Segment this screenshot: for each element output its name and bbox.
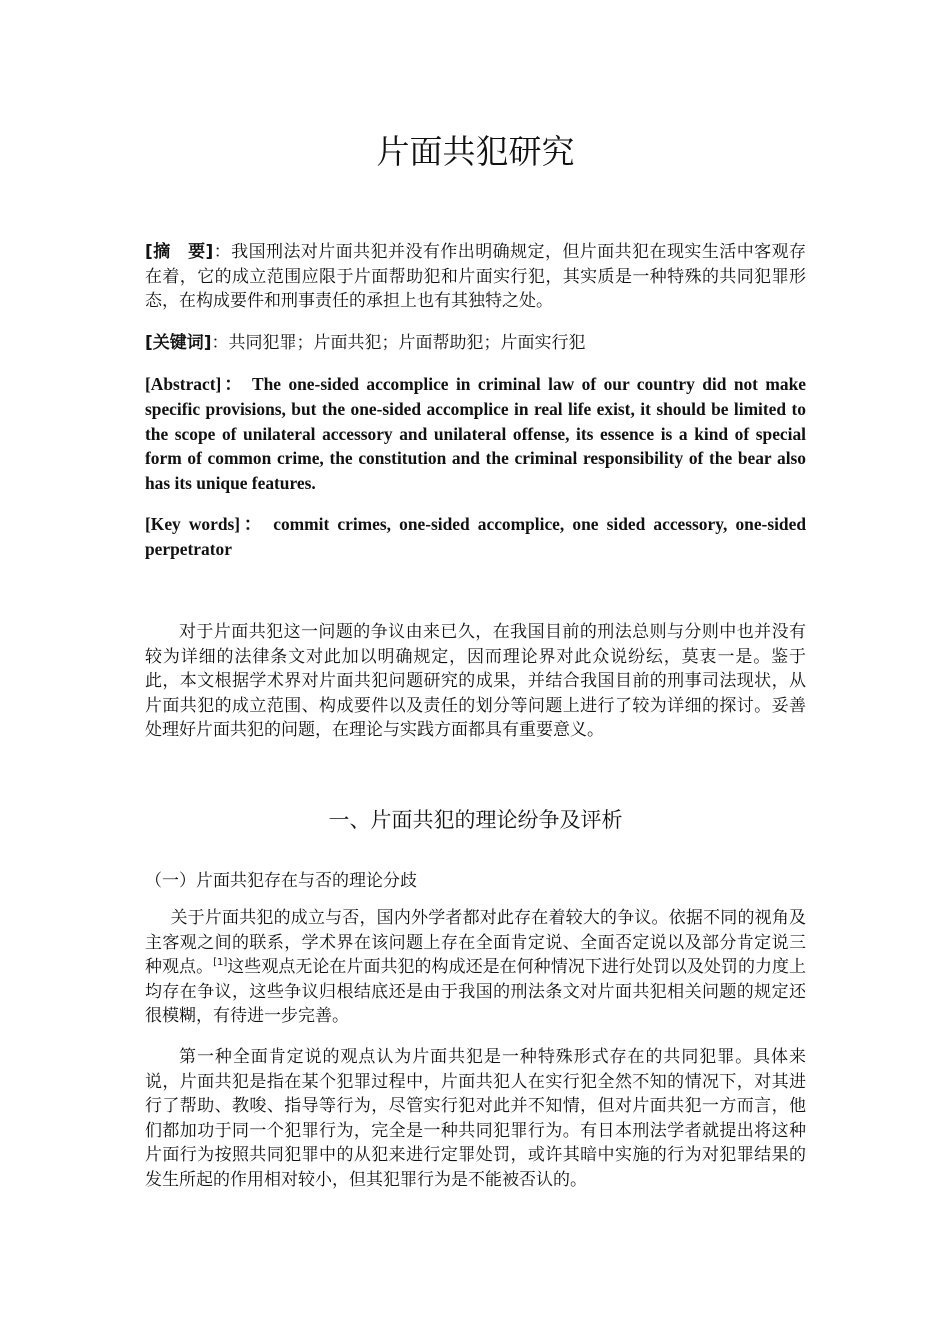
abstract-en	[145, 372, 806, 496]
keywords-cn-label: [关键词]	[145, 333, 212, 353]
abstract-cn-text: ：我国刑法对片面共犯并没有作出明确规定，但片面共犯在现实生活中客观存在着，它的成立范围应限于片面帮助犯和片面实行犯，其实质是一种特殊的共同犯罪形态，在构成要件和刑事责任的承担上也有其独特之处。	[145, 242, 807, 311]
body-paragraph-2: 第一种全面肯定说的观点认为片面共犯是一种特殊形式存在的共同犯罪。具体来说，片面共犯是指在某个犯罪过程中，片面共犯人在实行犯全然不知的情况下，对其进行了帮助、教唆、指导等行为，尽管实行犯对此并不知情，但对片面共犯一方而言，他们都加功于同一个犯罪行为，完全是一种共同犯罪行为。有日本刑法学者就提出将这种片面行为按照共同犯罪中的从犯来进行定罪处罚，或许其暗中实施的行为对犯罪结果的发生所起的作用相对较小，但其犯罪行为是不能被否认的。	[145, 1047, 806, 1190]
abstract-en-text: ： The one-sided accomplice in criminal law of our country did not make specific provisions, but the one-sided accomplice in real life exist, it should be limited to the scope of unilateral accessory and unilateral offense, its essence is a kind of special form of common crime, the constitution and the criminal responsibility of the bear also has its unique features.	[145, 374, 806, 494]
paragraph-1-part-2: 这些观点无论在片面共犯的构成还是在何种情况下进行处罚以及处罚的力度上均存在争议，这些争议归根结底还是由于我国的刑法条文对片面共犯相关问题的规定还很模糊，有待进一步完善。	[145, 957, 807, 1026]
keywords-en-label: [Key words]	[145, 514, 241, 534]
document-title: 片面共犯研究	[376, 132, 575, 171]
paragraph-1-part-1: 关于片面共犯的成立与否，国内外学者都对此存在着较大的争议。依据不同的视角及主客观之间的联系，学术界在该问题上存在全面肯定说、全面否定说以及部分肯定说三种观点。	[145, 908, 806, 977]
abstract-cn	[145, 240, 806, 314]
keywords-en	[145, 512, 806, 562]
subsection-heading: （一）片面共犯存在与否的理论分歧	[145, 871, 417, 891]
keywords-cn-text: ：共同犯罪；片面共犯；片面帮助犯；片面实行犯	[211, 333, 586, 353]
abstract-en-label: [Abstract]	[145, 374, 222, 394]
citation-ref-1[interactable]: [1]	[213, 957, 228, 968]
intro-paragraph: 对于片面共犯这一问题的争议由来已久，在我国目前的刑法总则与分则中也并没有较为详细的法律条文对此加以明确规定，因而理论界对此众说纷纭，莫衷一是。鉴于此，本文根据学术界对片面共犯问题研究的成果，并结合我国目前的刑事司法现状，从片面共犯的成立范围、构成要件以及责任的划分等问题上进行了较为详细的探讨。妥善处理好片面共犯的问题，在理论与实践方面都具有重要意义。	[145, 622, 806, 740]
abstract-cn-label: [摘 要]	[145, 242, 214, 262]
keywords-en-text: ： commit crimes, one-sided accomplice, one sided accessory, one-sided perpetrator	[145, 514, 806, 559]
keywords-cn	[145, 331, 806, 356]
section-heading: 一、片面共犯的理论纷争及评析	[328, 808, 623, 832]
body-paragraph-1	[145, 906, 806, 1029]
